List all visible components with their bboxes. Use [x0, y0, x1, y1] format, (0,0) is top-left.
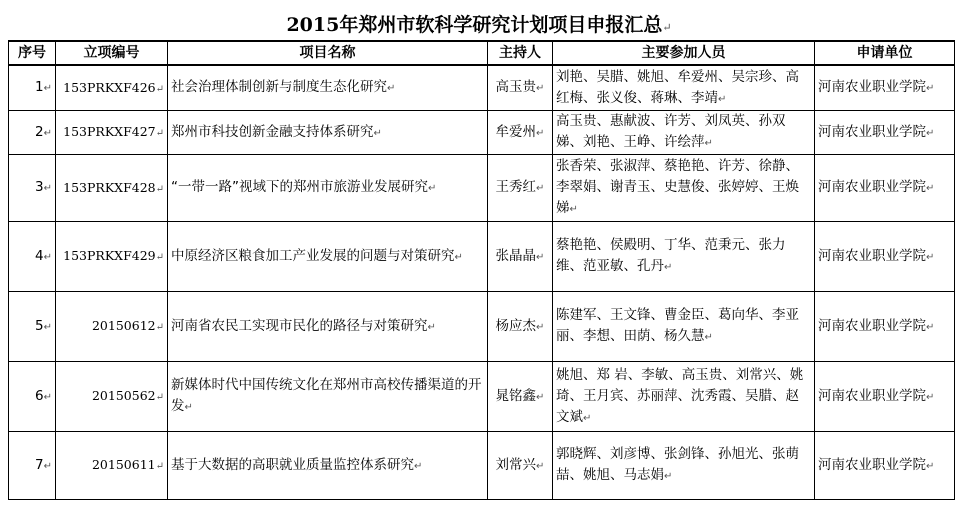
cell-no-text: 5	[35, 317, 44, 334]
cell-code-text: 20150562	[91, 388, 156, 403]
cell-unit-text: 河南农业职业学院	[818, 179, 926, 195]
cell-name-text: 社会治理体制创新与制度生态化研究	[171, 79, 387, 95]
cell-name-text: 新媒体时代中国传统文化在郑州市高校传播渠道的开发	[171, 377, 482, 414]
paragraph-mark-icon: ↵	[536, 321, 545, 333]
cell-host-text: 晁铭鑫	[495, 387, 537, 404]
table-row	[9, 222, 955, 292]
cell-host	[488, 362, 553, 432]
paragraph-mark-icon: ↵	[704, 332, 713, 343]
table-row	[9, 432, 955, 500]
paragraph-mark-icon: ↵	[155, 128, 164, 139]
cell-name	[168, 362, 488, 432]
paragraph-mark-icon: ↵	[454, 251, 463, 263]
cell-unit	[815, 65, 955, 111]
paragraph-mark-icon: ↵	[155, 322, 164, 333]
paragraph-mark-icon: ↵	[414, 460, 423, 472]
cell-members	[553, 362, 815, 432]
paragraph-mark-icon: ↵	[387, 83, 396, 94]
cell-name	[168, 155, 488, 222]
cell-code-text: 20150612	[91, 318, 156, 333]
cell-unit-text: 河南农业职业学院	[818, 456, 926, 473]
cell-code	[56, 292, 168, 362]
cell-unit-text: 河南农业职业学院	[818, 317, 926, 334]
cell-no-text: 4	[35, 247, 44, 264]
project-table	[8, 40, 955, 500]
cell-no-text: 2	[35, 123, 44, 140]
cell-members-text: 郭晓辉、刘彦博、张剑锋、孙旭光、张萌喆、姚旭、马志娟	[556, 446, 799, 483]
paragraph-mark-icon: ↵	[155, 83, 164, 95]
cell-no	[9, 155, 56, 222]
cell-members	[553, 222, 815, 292]
paragraph-mark-icon: ↵	[428, 183, 437, 194]
cell-members-text: 陈建军、王文锋、曹金臣、葛向华、李亚丽、李想、田荫、杨久慧	[556, 307, 799, 344]
paragraph-mark-icon: ↵	[536, 183, 545, 194]
cell-code	[56, 65, 168, 111]
paragraph-mark-icon: ↵	[926, 321, 935, 333]
paragraph-mark-icon: ↵	[43, 127, 52, 139]
paragraph-mark-icon: ↵	[664, 471, 673, 482]
cell-unit	[815, 432, 955, 500]
cell-members-text: 高玉贵、惠献波、许芳、刘凤英、孙双娣、刘艳、王峥、许绘萍	[556, 113, 786, 150]
paragraph-mark-icon: ↵	[43, 321, 52, 333]
cell-code	[56, 155, 168, 222]
cell-unit-text: 河南农业职业学院	[818, 79, 926, 95]
cell-code-text: 153PRKXF429	[63, 248, 156, 263]
paragraph-mark-icon: ↵	[373, 127, 382, 139]
cell-no	[9, 222, 56, 292]
paragraph-mark-icon: ↵	[43, 83, 52, 94]
cell-code	[56, 432, 168, 500]
cell-host	[488, 65, 553, 111]
paragraph-mark-icon: ↵	[926, 460, 935, 472]
cell-host-text: 高玉贵	[495, 79, 537, 95]
cell-no-text: 3	[35, 179, 44, 195]
paragraph-mark-icon: ↵	[718, 93, 727, 105]
paragraph-mark-icon: ↵	[926, 391, 935, 403]
cell-name-text: 基于大数据的高职就业质量监控体系研究	[171, 456, 414, 473]
cell-name	[168, 292, 488, 362]
col-header-host: 主持人	[488, 41, 553, 65]
cell-unit-text: 河南农业职业学院	[818, 247, 926, 264]
paragraph-mark-icon: ↵	[155, 461, 164, 472]
cell-members-text: 姚旭、郑 岩、李敏、高玉贵、刘常兴、姚琦、王月宾、苏丽萍、沈秀霞、吴腊、赵文斌	[556, 366, 804, 425]
cell-code-text: 20150611	[91, 457, 156, 472]
cell-unit	[815, 111, 955, 155]
cell-code	[56, 222, 168, 292]
col-header-no: 序号	[9, 41, 56, 65]
col-header-code: 立项编号	[56, 41, 168, 65]
paragraph-mark-icon: ↵	[155, 252, 164, 263]
cell-name-text: 河南省农民工实现市民化的路径与对策研究	[171, 317, 428, 334]
cell-members	[553, 155, 815, 222]
cell-name	[168, 111, 488, 155]
cell-host	[488, 292, 553, 362]
cell-code-text: 153PRKXF427	[63, 124, 156, 139]
cell-code	[56, 111, 168, 155]
cell-no-text: 7	[35, 456, 44, 473]
paragraph-mark-icon: ↵	[427, 321, 436, 333]
cell-no	[9, 65, 56, 111]
cell-host	[488, 111, 553, 155]
paragraph-mark-icon: ↵	[536, 127, 545, 139]
cell-members	[553, 292, 815, 362]
table-row	[9, 65, 955, 111]
paragraph-mark-icon: ↵	[569, 204, 578, 215]
table-row	[9, 111, 955, 155]
cell-unit	[815, 292, 955, 362]
col-header-name: 项目名称	[168, 41, 488, 65]
table-row	[9, 362, 955, 432]
paragraph-mark-icon: ↵	[662, 21, 672, 34]
cell-no	[9, 432, 56, 500]
cell-host	[488, 155, 553, 222]
header-row	[9, 41, 955, 65]
cell-host-text: 牟爱州	[495, 123, 537, 140]
cell-name-text: “一带一路”视域下的郑州市旅游业发展研究	[171, 179, 428, 195]
title-text: 2015年郑州市软科学研究计划项目申报汇总	[286, 14, 663, 36]
cell-no	[9, 111, 56, 155]
cell-name	[168, 65, 488, 111]
paragraph-mark-icon: ↵	[536, 83, 545, 94]
cell-members-text: 刘艳、吴腊、姚旭、牟爱州、吴宗珍、高红梅、张义俊、蒋琳、李靖	[556, 68, 799, 106]
cell-members	[553, 111, 815, 155]
paragraph-mark-icon: ↵	[583, 412, 592, 424]
cell-members	[553, 432, 815, 500]
paragraph-mark-icon: ↵	[536, 391, 545, 403]
col-header-members: 主要参加人员	[553, 41, 815, 65]
paragraph-mark-icon: ↵	[536, 460, 545, 472]
cell-code-text: 153PRKXF426	[63, 79, 156, 95]
cell-name-text: 中原经济区粮食加工产业发展的问题与对策研究	[171, 247, 455, 264]
paragraph-mark-icon: ↵	[926, 127, 935, 139]
paragraph-mark-icon: ↵	[184, 402, 193, 413]
cell-no-text: 6	[35, 387, 44, 404]
cell-host-text: 王秀红	[495, 179, 537, 195]
paragraph-mark-icon: ↵	[926, 183, 935, 194]
cell-no	[9, 292, 56, 362]
cell-unit	[815, 155, 955, 222]
cell-members-text: 张香荣、张淑萍、蔡艳艳、许芳、徐静、李翠娟、谢青玉、史慧俊、张婷婷、王焕娣	[556, 158, 799, 216]
col-header-unit: 申请单位	[815, 41, 955, 65]
cell-code-text: 153PRKXF428	[63, 179, 156, 195]
cell-unit	[815, 222, 955, 292]
table-row	[9, 292, 955, 362]
paragraph-mark-icon: ↵	[43, 251, 52, 263]
cell-host-text: 张晶晶	[495, 247, 537, 264]
cell-host-text: 杨应杰	[495, 317, 537, 334]
cell-host	[488, 222, 553, 292]
paragraph-mark-icon: ↵	[536, 251, 545, 263]
paragraph-mark-icon: ↵	[704, 138, 713, 149]
cell-unit	[815, 362, 955, 432]
paragraph-mark-icon: ↵	[926, 251, 935, 263]
cell-no	[9, 362, 56, 432]
paragraph-mark-icon: ↵	[43, 183, 52, 194]
paragraph-mark-icon: ↵	[926, 83, 935, 94]
paragraph-mark-icon: ↵	[43, 391, 52, 403]
cell-unit-text: 河南农业职业学院	[818, 387, 926, 404]
cell-members	[553, 65, 815, 111]
cell-members-text: 蔡艳艳、侯殿明、丁华、范秉元、张力维、范亚敏、孔丹	[556, 237, 786, 274]
cell-name	[168, 222, 488, 292]
cell-no-text: 1	[35, 79, 44, 95]
cell-unit-text: 河南农业职业学院	[818, 123, 926, 140]
paragraph-mark-icon: ↵	[155, 392, 164, 403]
paragraph-mark-icon: ↵	[43, 460, 52, 472]
cell-host-text: 刘常兴	[495, 456, 537, 473]
cell-name-text: 郑州市科技创新金融支持体系研究	[171, 123, 374, 140]
paragraph-mark-icon: ↵	[664, 262, 673, 273]
cell-code	[56, 362, 168, 432]
page-title	[0, 10, 958, 37]
paragraph-mark-icon: ↵	[155, 183, 164, 195]
table-row	[9, 155, 955, 222]
cell-host	[488, 432, 553, 500]
cell-name	[168, 432, 488, 500]
